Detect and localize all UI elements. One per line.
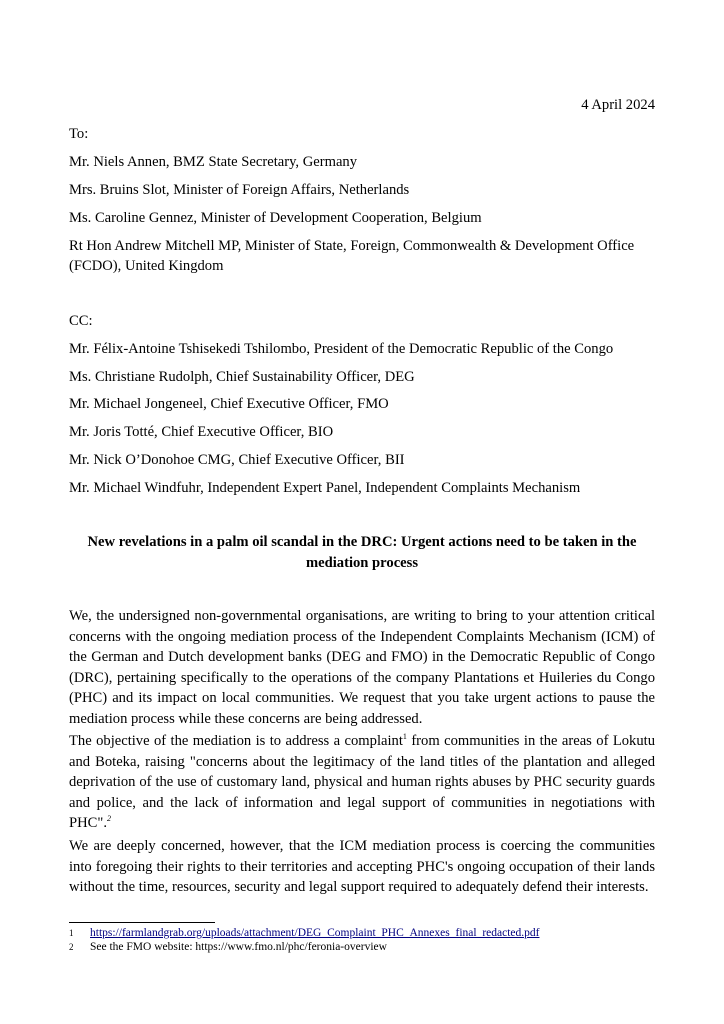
recipient-line: Rt Hon Andrew Mitchell MP, Minister of State, Foreign, Commonwealth & Development Office bbox=[69, 238, 635, 254]
cc-line: Ms. Christiane Rudolph, Chief Sustainability Officer, DEG bbox=[69, 369, 415, 385]
cc-line: Mr. Joris Totté, Chief Executive Officer, BIO bbox=[69, 424, 334, 440]
footnote-text: See the FMO website: https://www.fmo.nl/phc/feronia-overview bbox=[90, 941, 387, 953]
footnote-number: 1 bbox=[69, 928, 74, 938]
recipient-line: (FCDO), United Kingdom bbox=[69, 258, 224, 274]
body-paragraph-2 bbox=[69, 731, 655, 834]
recipient-line: Mrs. Bruins Slot, Minister of Foreign Affairs, Netherlands bbox=[69, 182, 410, 198]
to-label: To: bbox=[69, 126, 89, 142]
paragraph-text: The objective of the mediation is to address a complaint bbox=[69, 733, 403, 749]
footnote-number: 2 bbox=[69, 942, 74, 952]
recipient-line: Ms. Caroline Gennez, Minister of Development Cooperation, Belgium bbox=[69, 210, 482, 226]
footnote-2 bbox=[69, 940, 387, 954]
cc-line: Mr. Michael Windfuhr, Independent Expert Panel, Independent Complaints Mechanism bbox=[69, 480, 581, 496]
body-paragraph-3: We are deeply concerned, however, that the ICM mediation process is coercing the communities into foregoing their rights to their territories and accepting PHC's ongoing occupation of their lands without the time, resources, security and legal support required to adequately defend their interests. bbox=[69, 838, 655, 895]
body-paragraph-1: We, the undersigned non-governmental organisations, are writing to bring to your attention critical concerns with the ongoing mediation process of the Independent Complaints Mechanism (ICM) of the German and Dutch development banks (DEG and FMO) in the Democratic Republic of Congo (DRC), pertaining specifically to the operations of the company Plantations et Huileries du Congo (PHC) and its impact on local communities. We request that you take urgent actions to pause the mediation process while these concerns are being addressed. bbox=[69, 608, 655, 727]
cc-label: CC: bbox=[69, 313, 93, 329]
footnote-link[interactable]: https://farmlandgrab.org/uploads/attachment/DEG_Complaint_PHC_Annexes_final_redacted.pdf bbox=[90, 927, 540, 939]
letter-title: New revelations in a palm oil scandal in the DRC: Urgent actions need to be taken in the mediation process bbox=[87, 534, 637, 571]
paragraph-text: from communities in the areas of Lokutu and Boteka, raising "concerns about the legitimacy of the land titles of the plantation and alleged deprivation of the use of customary land, physical and human rights abuses by PHC security guards and police, and the lack of information and legal support of communities in negotiations with PHC". bbox=[69, 733, 655, 831]
letter-date: 4 April 2024 bbox=[581, 97, 655, 113]
recipient-line: Mr. Niels Annen, BMZ State Secretary, Germany bbox=[69, 154, 358, 170]
footnote-ref-1[interactable]: 1 bbox=[402, 732, 407, 742]
footnote-1 bbox=[69, 926, 539, 940]
cc-line: Mr. Nick O’Donohoe CMG, Chief Executive Officer, BII bbox=[69, 452, 405, 468]
cc-line: Mr. Félix-Antoine Tshisekedi Tshilombo, President of the Democratic Republic of the Congo bbox=[69, 341, 614, 357]
footnote-divider bbox=[69, 922, 215, 923]
footnote-ref-2[interactable]: 2 bbox=[107, 814, 111, 824]
cc-line: Mr. Michael Jongeneel, Chief Executive Officer, FMO bbox=[69, 396, 389, 412]
